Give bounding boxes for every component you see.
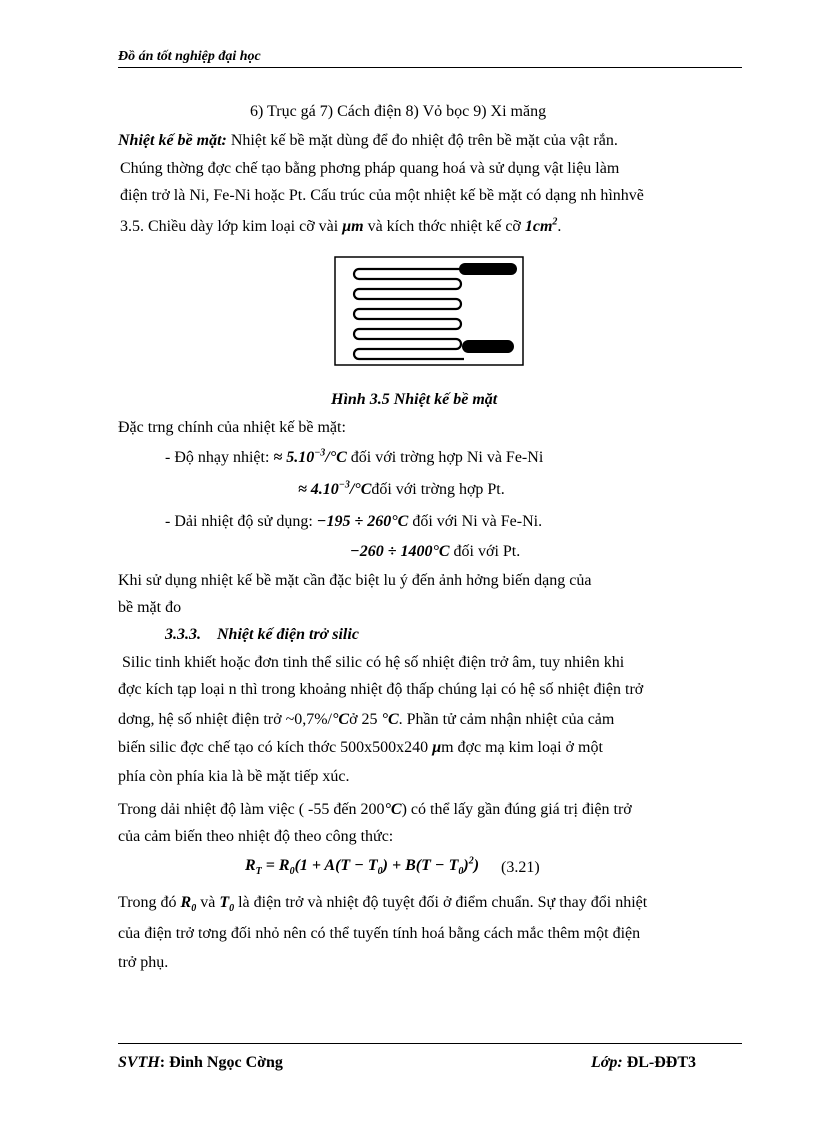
section-heading	[165, 625, 359, 645]
equation-number: (3.21)	[501, 859, 540, 876]
paragraph-line: Đặc trng chính của nhiệt kế bề mặt:	[118, 419, 346, 436]
text-run: - Độ nhạy nhiệt:	[165, 449, 270, 466]
figure-legend-line: 6) Trục gá 7) Cách điện 8) Vỏ bọc 9) Xi măng	[250, 103, 547, 120]
header-rule	[118, 67, 742, 68]
footer-class-value: ĐL-ĐĐT3	[626, 1054, 697, 1071]
term-surface-thermometer: Nhiệt kế bề mặt:	[118, 132, 227, 149]
symbol-r0: $R_0$	[180, 894, 197, 915]
text-run: và	[200, 894, 216, 911]
list-item-continuation	[350, 542, 520, 562]
unit-celsius: °C	[332, 711, 350, 728]
footer-student-label: SVTH	[118, 1054, 160, 1071]
equation-body: $R_T = R_0(1 + A(T - T_0) + B(T - T_0)^2)$	[245, 855, 480, 878]
section-number: 3.3.3.	[165, 626, 201, 643]
unit-celsius: °C	[381, 711, 399, 728]
list-item	[165, 512, 542, 532]
paragraph-line: Khi sử dụng nhiệt kế bề mặt cần đặc biệt lu ý đến ảnh hởng biến dạng của	[118, 572, 592, 589]
section-title: Nhiệt kế điện trở silic	[217, 626, 359, 643]
paragraph-line: trở phụ.	[118, 954, 169, 971]
paragraph-line: đợc kích tạp loại n thì trong khoảng nhiệt độ thấp chúng lại có hệ số nhiệt điện trở	[118, 681, 644, 698]
paragraph-line	[118, 800, 632, 820]
symbol-t0: $T_0$	[219, 894, 235, 915]
paragraph-line: điện trở là Ni, Fe-Ni hoặc Pt. Cấu trúc của một nhiệt kế bề mặt có dạng nh hìnhvẽ	[120, 187, 644, 204]
unit-micro: μ	[432, 739, 442, 756]
sensitivity-ni: ≈ $5.10^{-3}/^\circ C$	[273, 447, 347, 466]
range-ni: −195 ÷ 260°C	[316, 513, 409, 530]
text-run: đối với Ni và Fe-Ni.	[412, 513, 543, 530]
sensitivity-pt: ≈ $4.10^{-3}/^\circ C$	[298, 479, 372, 498]
text-run: đối với trờng hợp Pt.	[371, 481, 505, 498]
paragraph-line: bề mặt đo	[118, 599, 182, 616]
footer-class-label: Lớp:	[591, 1054, 623, 1071]
figure-surface-thermometer	[334, 256, 524, 366]
text-run: dơng, hệ số nhiệt điện trở ~0,7%/	[118, 711, 332, 728]
footer-class	[591, 1054, 696, 1072]
footer-student	[118, 1054, 283, 1072]
range-pt: −260 ÷ 1400°C	[350, 543, 450, 560]
text-run: và kích thớc nhiệt kế cỡ	[367, 218, 521, 235]
list-item-continuation	[298, 480, 505, 500]
paragraph-line	[118, 131, 618, 151]
contact-pad-top	[459, 263, 517, 275]
running-header: Đồ án tốt nghiệp đại học	[118, 49, 261, 64]
paragraph-line: phía còn phía kia là bề mặt tiếp xúc.	[118, 768, 350, 785]
text-run: ) có thể lấy gần đúng giá trị điện trở	[401, 801, 632, 818]
unit-celsius: °C	[384, 801, 402, 818]
text-run: 3.5. Chiều dày lớp kim loại cỡ vài	[120, 218, 339, 235]
text-run: . Phần tử cảm nhận nhiệt của cảm	[398, 711, 615, 728]
text-run: Nhiệt kế bề mặt dùng để đo nhiệt độ trên bề mặt của vật rắn.	[226, 132, 618, 149]
unit-square-centimeter: $1cm^2$	[524, 216, 558, 235]
equation-3-21	[245, 856, 479, 876]
paragraph-line: của cảm biến theo nhiệt độ theo công thức:	[118, 828, 394, 845]
text-run: đối với trờng hợp Ni và Fe-Ni	[350, 449, 544, 466]
paragraph-line	[118, 893, 647, 913]
paragraph-line: Silic tinh khiết hoặc đơn tinh thể silic có hệ số nhiệt điện trở âm, tuy nhiên khi	[122, 654, 625, 671]
paragraph-line: của điện trở tơng đối nhỏ nên có thể tuyến tính hoá bằng cách mắc thêm một điện	[118, 925, 641, 942]
paragraph-line	[120, 217, 561, 237]
paragraph-line: Chúng thờng đợc chế tạo bằng phơng pháp quang hoá và sử dụng vật liệu làm	[120, 160, 620, 177]
footer-separator: :	[159, 1054, 166, 1071]
text-run: ở 25	[349, 711, 378, 728]
text-run: .	[557, 218, 562, 235]
text-run: Trong dải nhiệt độ làm việc ( -55 đến 200	[118, 801, 385, 818]
text-run: là điện trở và nhiệt độ tuyệt đối ở điểm chuẩn. Sự thay đổi nhiệt	[238, 894, 648, 911]
text-run: đối với Pt.	[453, 543, 521, 560]
text-run: m đợc mạ kim loại ở một	[441, 739, 603, 756]
footer-rule	[118, 1043, 742, 1044]
contact-pad-bottom	[462, 340, 514, 353]
unit-micrometer: μm	[342, 218, 364, 235]
text-run: - Dải nhiệt độ sử dụng:	[165, 513, 313, 530]
figure-caption: Hình 3.5 Nhiệt kế bề mặt	[331, 391, 498, 408]
paragraph-line	[118, 710, 614, 730]
footer-student-name: Đinh Ngọc Cờng	[169, 1054, 283, 1071]
text-run: Trong đó	[118, 894, 177, 911]
paragraph-line	[118, 738, 603, 758]
list-item	[165, 448, 543, 468]
text-run: biến silic đợc chế tạo có kích thớc 500x500x240	[118, 739, 429, 756]
